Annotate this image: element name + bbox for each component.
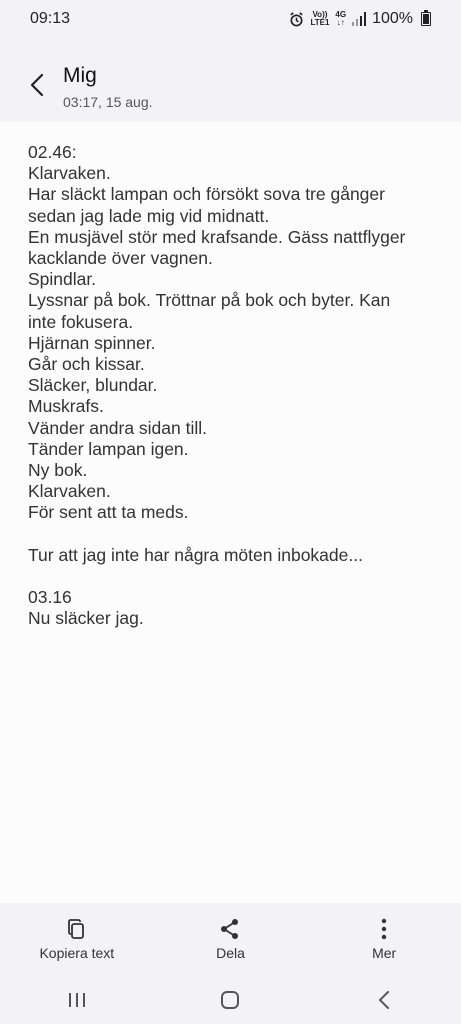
- note-line: 02.46:: [28, 142, 77, 162]
- note-line: Går och kissar.: [28, 354, 145, 375]
- more-vertical-icon: [381, 918, 387, 940]
- chevron-left-icon: [29, 73, 45, 97]
- note-line: Lyssnar på bok. Tröttnar på bok och byter. Kan: [28, 290, 391, 311]
- note-line: kacklande över vagnen.: [28, 248, 213, 269]
- note-line: Vänder andra sidan till.: [28, 417, 207, 438]
- battery-percent: 100%: [372, 10, 413, 27]
- back-nav-button[interactable]: [354, 980, 414, 1020]
- note-line: Klarvaken.: [28, 163, 111, 184]
- status-icons: [289, 10, 431, 28]
- note-line: Muskrafs.: [28, 396, 104, 417]
- note-line: Klarvaken.: [28, 481, 111, 502]
- more-label: Mer: [372, 945, 397, 961]
- system-nav-bar: [0, 975, 461, 1024]
- status-bar: [0, 0, 461, 38]
- note-body[interactable]: [0, 122, 461, 903]
- home-icon: [220, 990, 240, 1010]
- share-icon: [220, 918, 240, 940]
- note-line: Har släckt lampan och försökt sova tre gånger: [28, 184, 385, 205]
- more-button[interactable]: [314, 917, 454, 961]
- recent-apps-icon: [68, 992, 86, 1008]
- share-button[interactable]: [160, 917, 300, 961]
- note-line: inte fokusera.: [28, 311, 134, 332]
- note-line: Tur att jag inte har några möten inbokade...: [28, 544, 363, 565]
- network-type: 4G ↓↑: [335, 10, 347, 27]
- header-text: [63, 64, 153, 110]
- app-header: [0, 38, 461, 122]
- note-line: För sent att ta meds.: [28, 502, 189, 523]
- note-line: Ny bok.: [28, 460, 88, 481]
- note-timestamp: 03:17, 15 aug.: [63, 94, 153, 110]
- signal-icon: [352, 12, 366, 26]
- note-line: Släcker, blundar.: [28, 375, 158, 396]
- note-line: [28, 566, 433, 587]
- home-button[interactable]: [200, 980, 260, 1020]
- page-title: Mig: [63, 64, 97, 87]
- alarm-icon: [289, 12, 304, 27]
- note-line: En musjävel stör med krafsande. Gäss nattflyger: [28, 226, 406, 247]
- action-bar: [0, 903, 461, 975]
- note-line: Hjärnan spinner.: [28, 332, 156, 353]
- note-line: Tänder lampan igen.: [28, 438, 189, 459]
- status-time: 09:13: [30, 10, 71, 27]
- battery-icon: [421, 12, 431, 26]
- recent-apps-button[interactable]: [47, 980, 107, 1020]
- copy-icon: [67, 918, 87, 940]
- volte-icon: Vo)) LTE1: [310, 10, 330, 27]
- note-line: Nu släcker jag.: [28, 608, 144, 629]
- copy-text-label: Kopiera text: [39, 945, 115, 961]
- copy-text-button[interactable]: [7, 917, 147, 961]
- note-line: sedan jag lade mig vid midnatt.: [28, 205, 270, 226]
- note-line: [28, 524, 433, 545]
- note-line: Spindlar.: [28, 269, 97, 290]
- note-line: 03.16: [28, 587, 72, 608]
- back-nav-icon: [378, 991, 390, 1009]
- back-button[interactable]: [12, 60, 62, 110]
- share-label: Dela: [216, 945, 245, 961]
